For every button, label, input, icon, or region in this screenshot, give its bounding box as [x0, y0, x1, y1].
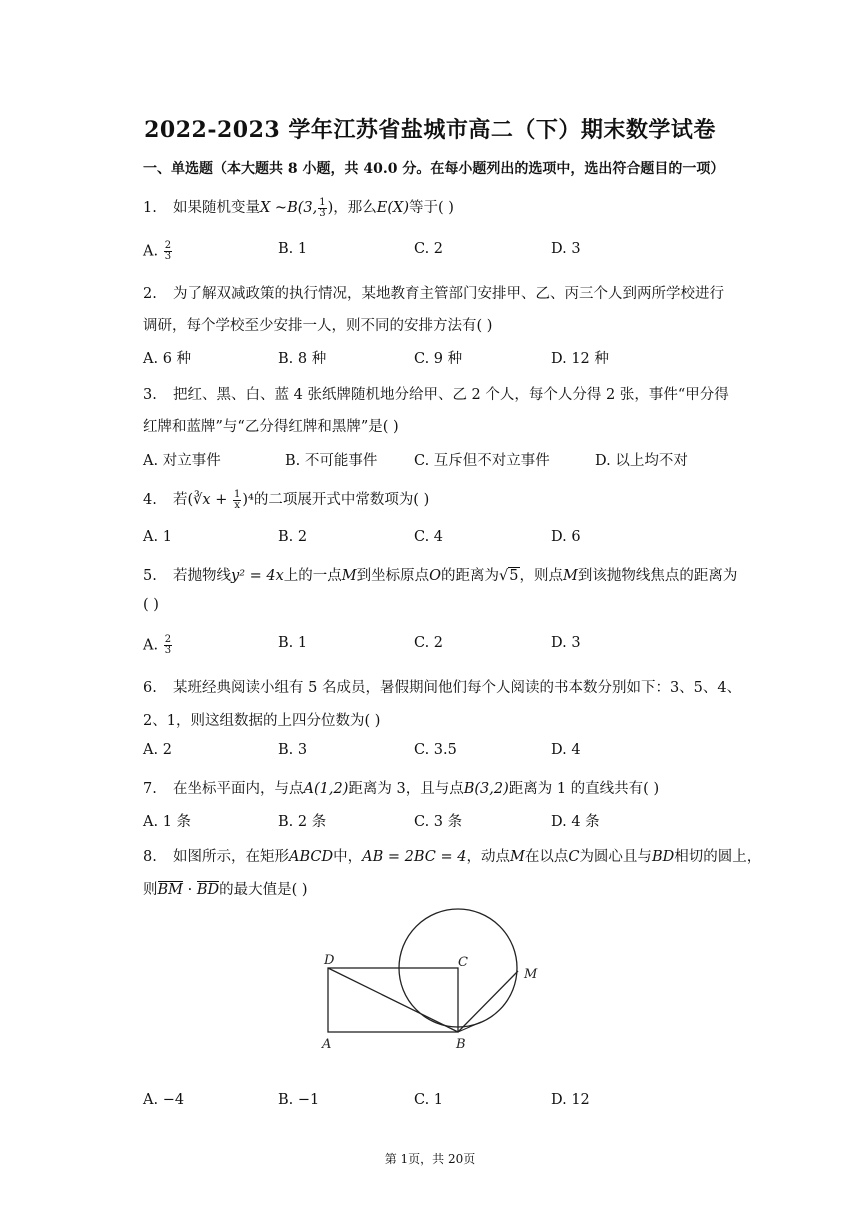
question-3-continued: 红牌和蓝牌”与“乙分得红牌和黑牌”是( )	[143, 419, 399, 435]
page-title: 2022-2023 学年江苏省盐城市高二（下）期末数学试卷	[144, 117, 716, 143]
option-a[interactable]: A. $\frac{2}{3}$	[143, 634, 172, 656]
question-number: 8.	[143, 849, 157, 865]
question-8-continued: 则BM · BD的最大值是( )	[143, 882, 308, 898]
question-1-options	[143, 241, 783, 263]
option-d[interactable]: D. 3	[551, 241, 581, 257]
question-2-continued: 调研，每个学校至少安排一人，则不同的安排方法有( )	[143, 318, 493, 334]
option-a[interactable]: A. −4	[143, 1092, 185, 1108]
label-d: D	[324, 953, 335, 968]
option-d[interactable]: D. 4 条	[551, 814, 600, 830]
option-c[interactable]: C. 2	[414, 635, 444, 651]
page-footer: 第 1页，共 20页	[384, 1152, 476, 1166]
question-5-continued: ( )	[143, 597, 159, 613]
option-b[interactable]: B. 1	[278, 635, 308, 651]
label-b: B	[456, 1037, 466, 1052]
question-number: 1.	[143, 200, 157, 216]
question-number: 2.	[143, 286, 157, 302]
question-5: 5. 若抛物线y² = 4x上的一点M到坐标原点O的距离为√5，则点M到该抛物线焦点的距离为	[143, 568, 738, 584]
option-b[interactable]: B. 8 种	[278, 351, 327, 367]
option-b[interactable]: B. 不可能事件	[285, 453, 378, 469]
option-c[interactable]: C. 1	[414, 1092, 444, 1108]
question-8: 8. 如图所示，在矩形ABCD中，AB = 2BC = 4，动点M在以点C为圆心且与BD相切的圆上，	[143, 849, 762, 865]
question-2-options	[143, 347, 783, 369]
fraction: $\frac{1}{3}$	[319, 196, 326, 219]
question-number: 5.	[143, 568, 157, 584]
question-7-options	[143, 810, 783, 832]
option-a[interactable]: A. 对立事件	[143, 453, 221, 469]
option-b[interactable]: B. 1	[278, 241, 308, 257]
question-3-options	[143, 449, 783, 471]
option-a[interactable]: A. 2	[143, 742, 172, 758]
option-b[interactable]: B. 3	[278, 742, 308, 758]
question-6: 6. 某班经典阅读小组有 5 名成员，暑假期间他们每个人阅读的书本数分别如下：3、5、4、	[143, 680, 742, 696]
label-a: A	[322, 1037, 332, 1052]
question-number: 6.	[143, 680, 157, 696]
option-d[interactable]: D. 12	[551, 1092, 590, 1108]
sqrt-sign: √	[499, 568, 509, 584]
geometry-figure	[310, 898, 550, 1058]
question-2: 2. 为了解双减政策的执行情况，某地教育主管部门安排甲、乙、丙三个人到两所学校进行	[143, 286, 724, 302]
question-number: 7.	[143, 781, 157, 797]
question-number: 4.	[143, 492, 157, 508]
vector-bd: BD	[196, 882, 220, 898]
question-8-options	[143, 1092, 783, 1114]
question-4-options	[143, 529, 783, 551]
option-a[interactable]: A. 6 种	[143, 351, 192, 367]
question-1: 1. 如果随机变量X ~B(3, $\frac{1}{3}$ )，那么E(X)等于( )	[143, 196, 454, 219]
label-c: C	[458, 955, 468, 970]
option-a[interactable]: A. 1	[143, 529, 172, 545]
option-a[interactable]: A. 1 条	[143, 814, 192, 830]
question-6-options	[143, 742, 783, 764]
option-d[interactable]: D. 12 种	[551, 351, 609, 367]
option-b[interactable]: B. 2	[278, 529, 308, 545]
question-3: 3. 把红、黑、白、蓝 4 张纸牌随机地分给甲、乙 2 个人，每个人分得 2 张，事件“甲分得	[143, 387, 729, 403]
option-d[interactable]: D. 6	[551, 529, 581, 545]
option-d[interactable]: D. 4	[551, 742, 581, 758]
option-c[interactable]: C. 3.5	[414, 742, 457, 758]
option-b[interactable]: B. 2 条	[278, 814, 327, 830]
question-6-continued: 2、1，则这组数据的上四分位数为( )	[143, 713, 381, 729]
question-7: 7. 在坐标平面内，与点A(1,2)距离为 3，且与点B(3,2)距离为 1 的直线共有( )	[143, 781, 660, 797]
vector-bm: BM	[157, 882, 184, 898]
option-c[interactable]: C. 2	[414, 241, 444, 257]
question-number: 3.	[143, 387, 157, 403]
option-d[interactable]: D. 3	[551, 635, 581, 651]
label-m: M	[524, 967, 538, 982]
option-c[interactable]: C. 9 种	[414, 351, 463, 367]
segment-bm	[458, 971, 518, 1032]
question-4: 4. 若(∛x + $\frac{1}{x}$ )⁴的二项展开式中常数项为( )	[143, 488, 430, 511]
option-c[interactable]: C. 3 条	[414, 814, 463, 830]
option-c[interactable]: C. 互斥但不对立事件	[414, 453, 550, 469]
question-5-options	[143, 635, 783, 657]
option-c[interactable]: C. 4	[414, 529, 444, 545]
fraction: $\frac{1}{x}$	[233, 488, 241, 511]
option-a[interactable]: A. $\frac{2}{3}$	[143, 240, 172, 262]
option-d[interactable]: D. 以上均不对	[595, 453, 688, 469]
segment-db	[328, 968, 458, 1032]
section-heading: 一、单选题（本大题共 8 小题，共 40.0 分。在每小题列出的选项中，选出符合题目的一项）	[143, 161, 725, 177]
option-b[interactable]: B. −1	[278, 1092, 320, 1108]
